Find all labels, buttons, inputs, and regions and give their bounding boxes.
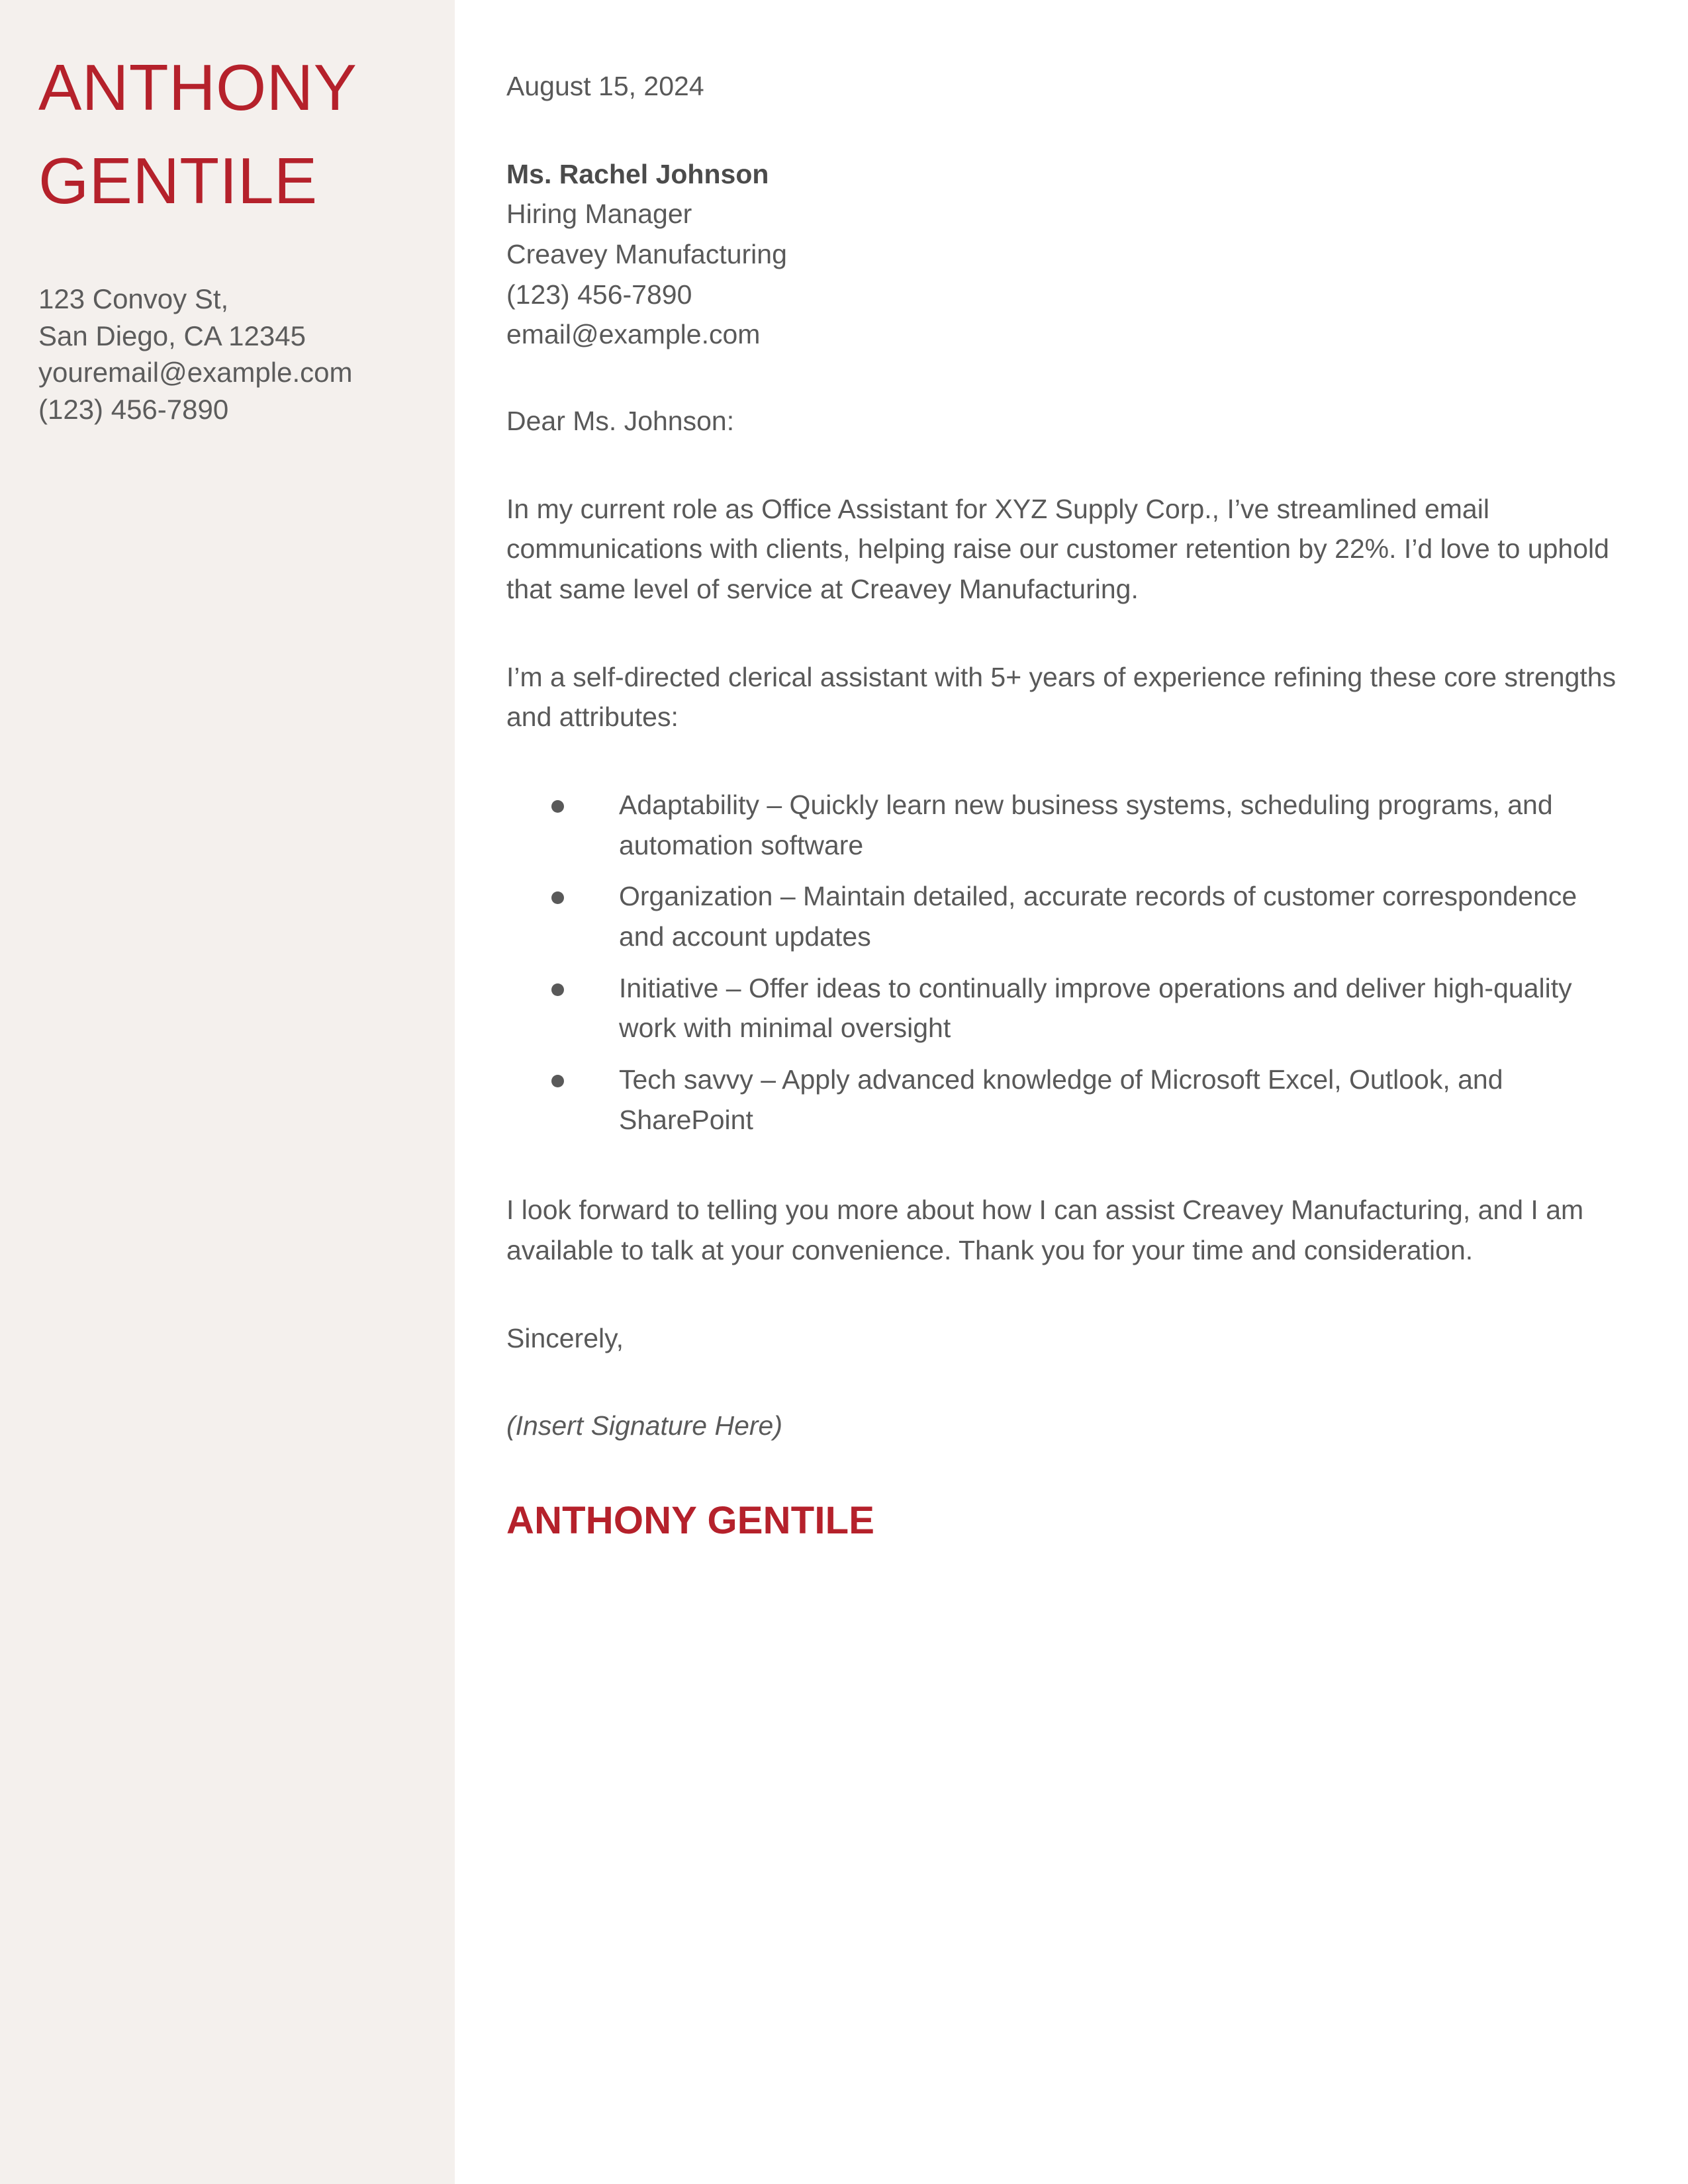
strengths-list xyxy=(506,785,1625,1140)
list-item-text: Organization – Maintain detailed, accurate records of customer correspondence and account updates xyxy=(619,881,1577,952)
contact-phone[interactable]: (123) 456-7890 xyxy=(38,393,229,425)
sidebar-content xyxy=(38,41,409,428)
contact-street-address: 123 Convoy St, xyxy=(38,283,229,315)
bullet-dot-icon xyxy=(551,891,564,904)
applicant-name-line-1: ANTHONY xyxy=(38,51,357,124)
recipient-title: Hiring Manager xyxy=(506,199,692,230)
contact-email[interactable]: youremail@example.com xyxy=(38,357,353,388)
salutation: Dear Ms. Johnson: xyxy=(506,406,735,437)
signature-placeholder: (Insert Signature Here) xyxy=(506,1410,783,1441)
sidebar xyxy=(0,0,455,2184)
letter-date: August 15, 2024 xyxy=(506,71,704,101)
recipient-phone: (123) 456-7890 xyxy=(506,279,692,310)
list-item-text: Adaptability – Quickly learn new business systems, scheduling programs, and automation software xyxy=(619,790,1553,860)
list-item-text: Tech savvy – Apply advanced knowledge of Microsoft Excel, Outlook, and SharePoint xyxy=(619,1064,1503,1135)
signature-name: ANTHONY GENTILE xyxy=(506,1499,875,1543)
bullet-dot-icon xyxy=(551,1075,564,1087)
applicant-name-line-2: GENTILE xyxy=(38,144,318,218)
list-item-text: Initiative – Offer ideas to continually improve operations and deliver high-quality work with minimal oversight xyxy=(619,972,1572,1044)
contact-city-state-zip: San Diego, CA 12345 xyxy=(38,320,306,351)
body-paragraph-3: I look forward to telling you more about how I can assist Creavey Manufacturing, and I am available to talk at your convenience. Thank you for your time and consideration. xyxy=(506,1195,1584,1266)
recipient-name: Ms. Rachel Johnson xyxy=(506,158,769,189)
list-item xyxy=(506,1060,1625,1140)
list-item xyxy=(506,968,1625,1048)
list-item xyxy=(506,785,1625,865)
bullet-dot-icon xyxy=(551,800,564,813)
body-paragraph-1: In my current role as Office Assistant for XYZ Supply Corp., I’ve streamlined email communications with clients, helping raise our customer retention by 22%. I’d love to uphold that same level of service at Creavey Manufacturing. xyxy=(506,493,1609,605)
letter-body xyxy=(506,0,1625,1544)
recipient-block xyxy=(506,154,1625,355)
recipient-company: Creavey Manufacturing xyxy=(506,239,787,270)
recipient-email: email@example.com xyxy=(506,319,761,350)
applicant-name-heading xyxy=(38,41,409,228)
contact-details xyxy=(38,281,409,428)
body-paragraph-2: I’m a self-directed clerical assistant with 5+ years of experience refining these core strengths and attributes: xyxy=(506,661,1617,733)
list-item xyxy=(506,876,1625,956)
bullet-dot-icon xyxy=(551,983,564,996)
sign-off: Sincerely, xyxy=(506,1322,624,1353)
